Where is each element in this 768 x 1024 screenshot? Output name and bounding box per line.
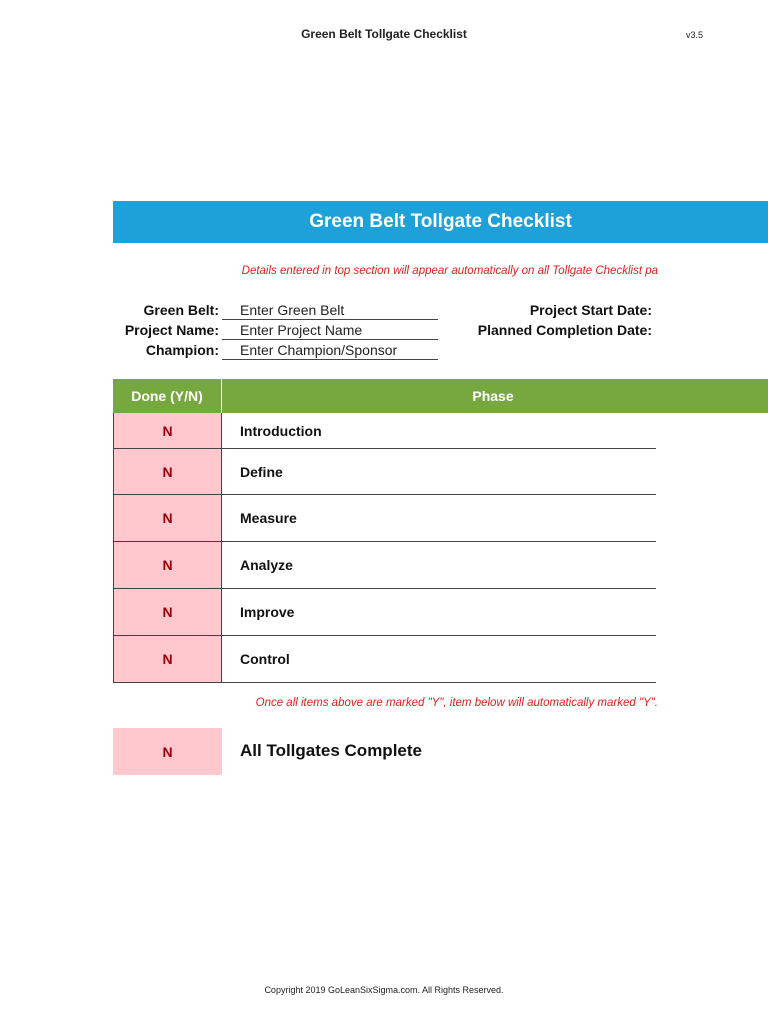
done-status-cell[interactable]: N (114, 495, 222, 541)
copyright-footer: Copyright 2019 GoLeanSixSigma.com. All Rights Reserved. (264, 985, 504, 995)
version-label: v3.5 (686, 30, 704, 40)
phase-cell: Define (240, 463, 283, 480)
table-row (114, 541, 656, 588)
project-name-label: Project Name: (124, 322, 219, 338)
phase-cell: Introduction (240, 422, 322, 439)
done-status-cell[interactable]: N (114, 413, 222, 448)
table-row (114, 448, 656, 494)
phase-column-header: Phase (221, 379, 764, 413)
project-start-date-label: Project Start Date: (529, 302, 652, 318)
done-column-header: Done (Y/N) (131, 388, 203, 404)
green-belt-label: Green Belt: (143, 302, 219, 318)
phase-table (113, 413, 656, 683)
banner-title: Green Belt Tollgate Checklist (309, 211, 572, 232)
all-tollgates-complete-label: All Tollgates Complete (240, 741, 422, 760)
phase-cell: Control (240, 651, 290, 667)
table-header (113, 379, 768, 413)
project-name-field[interactable]: Enter Project Name (222, 321, 438, 340)
green-belt-field[interactable]: Enter Green Belt (222, 301, 438, 320)
top-section-note: Details entered in top section will appear automatically on all Tollgate Checklist pa (241, 265, 658, 277)
planned-completion-date-label: Planned Completion Date: (477, 322, 652, 338)
champion-field[interactable]: Enter Champion/Sponsor (222, 341, 438, 360)
done-status-cell[interactable]: N (114, 636, 222, 682)
table-row (114, 635, 656, 682)
done-status-cell[interactable]: N (114, 542, 222, 588)
phase-cell: Analyze (240, 557, 293, 573)
page-title: Green Belt Tollgate Checklist (301, 27, 467, 41)
done-status-cell[interactable]: N (114, 589, 222, 635)
phase-cell: Measure (240, 510, 297, 526)
checklist-banner (113, 201, 768, 243)
champion-label: Champion: (145, 342, 219, 358)
phase-cell: Improve (240, 604, 295, 620)
all-tollgates-status-cell: N (113, 728, 222, 775)
table-row (114, 494, 656, 541)
table-row (114, 413, 656, 448)
bottom-section-note: Once all items above are marked "Y", item below will automatically marked "Y". (255, 697, 658, 709)
done-status-cell[interactable]: N (114, 449, 222, 494)
table-row (114, 588, 656, 635)
